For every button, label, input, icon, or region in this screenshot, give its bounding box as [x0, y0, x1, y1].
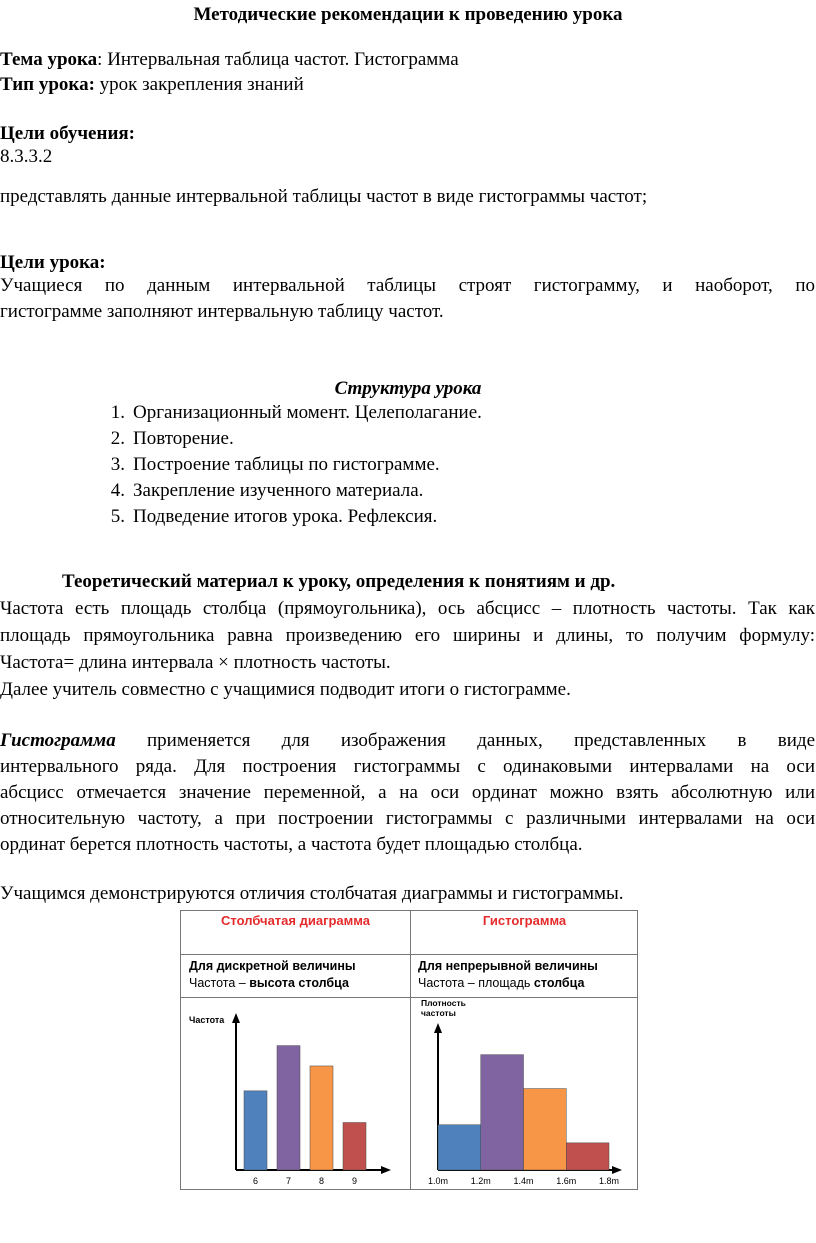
type-label: Тип урока:: [0, 74, 95, 95]
structure-item: [90, 400, 482, 426]
theory-line: площадь прямоугольника равна произведению его ширины и длины, то получим формулу:: [0, 625, 815, 646]
x-tick-label: 9: [351, 1176, 358, 1186]
y-axis-label: Частота: [189, 1015, 225, 1025]
x-tick-label: 1.6m: [556, 1176, 577, 1186]
bar-chart-header: Столбчатая диаграмма: [221, 913, 370, 928]
structure-item-number: 4.: [110, 480, 125, 501]
structure-item-number: 5.: [110, 506, 125, 527]
histogram-line: ординат берется плотность частоты, а частота будет площадью столбца.: [0, 834, 583, 855]
histogram-bar: [524, 1089, 567, 1170]
histogram-header: Гистограмма: [482, 913, 567, 928]
x-tick-label: 1.2m: [470, 1176, 491, 1186]
histogram-term: Гистограмма: [0, 730, 116, 751]
structure-item: [90, 426, 482, 452]
comparison-table: [180, 910, 638, 1190]
histogram-sub2-a: Частота – площадь: [418, 976, 534, 990]
structure-item: [90, 504, 482, 530]
x-tick-label: 7: [285, 1176, 292, 1186]
structure-item-text: Повторение.: [133, 428, 234, 449]
histogram-sub1: Для непрерывной величины: [418, 959, 598, 973]
histogram-bar: [481, 1055, 524, 1170]
histogram-description: [418, 958, 598, 992]
theory-line: Частота есть площадь столбца (прямоугольника), ось абсцисс – плотность частоты. Так как: [0, 598, 815, 619]
x-axis-arrow: [612, 1166, 622, 1174]
structure-item: [90, 478, 482, 504]
structure-item-number: 1.: [110, 402, 125, 423]
x-tick-label: 1.8m: [598, 1176, 620, 1186]
x-tick-label: 6: [252, 1176, 259, 1186]
demo-line: Учащимся демонстрируются отличия столбчатая диаграммы и гистограммы.: [0, 883, 624, 904]
histogram-paragraph: [0, 728, 815, 858]
learning-goals-heading: Цели обучения:: [0, 123, 135, 144]
structure-list: [90, 400, 482, 530]
table-divider: [181, 954, 637, 955]
structure-heading: Структура урока: [334, 378, 482, 399]
bar-chart-sub2: [189, 975, 356, 992]
y-axis-label-part: частоты: [421, 1008, 456, 1018]
lesson-goals-line: гистограмме заполняют интервальную таблицу частот.: [0, 301, 444, 322]
structure-item-text: Организационный момент. Целеполагание.: [133, 402, 482, 423]
bar: [277, 1046, 300, 1170]
structure-item-text: Построение таблицы по гистограмме.: [133, 454, 440, 475]
page-title: Методические рекомендации к проведению урока: [193, 4, 623, 25]
topic-line: [0, 49, 459, 71]
bar-chart-description: [189, 958, 356, 992]
type-value: урок закрепления знаний: [94, 74, 304, 95]
bar-chart-sub2-b: высота столбца: [249, 976, 349, 990]
x-tick-label: 8: [318, 1176, 325, 1186]
theory-text: [0, 595, 815, 703]
structure-item: [90, 452, 482, 478]
y-axis-arrow: [232, 1013, 240, 1023]
structure-item-text: Закрепление изученного материала.: [133, 480, 424, 501]
histogram-line: абсцисс отмечается значение переменной, а на оси ординат можно взять абсолютную или: [0, 782, 815, 803]
structure-item-text: Подведение итогов урока. Рефлексия.: [133, 506, 438, 527]
histogram-line: [0, 728, 815, 754]
x-tick-label: 1.0m: [427, 1176, 449, 1186]
bar: [310, 1066, 333, 1170]
bar-chart: [181, 998, 409, 1190]
type-line: [0, 74, 304, 96]
x-tick-label: 1.4m: [513, 1176, 534, 1186]
x-axis-arrow: [381, 1166, 391, 1174]
histogram-chart: [411, 998, 637, 1190]
topic-label: Тема урока: [0, 49, 98, 70]
y-axis-arrow: [434, 1023, 442, 1033]
histogram-bar: [438, 1125, 481, 1170]
theory-line: Частота= длина интервала × плотность частоты.: [0, 652, 391, 673]
histogram-line-rest: применяется для изображения данных, представленных в виде: [115, 730, 815, 751]
histogram-sub2-b: столбца: [533, 976, 585, 990]
structure-item-number: 2.: [110, 428, 125, 449]
bar: [343, 1123, 366, 1170]
topic-value: : Интервальная таблица частот. Гистограмма: [97, 49, 459, 70]
histogram-bar: [566, 1143, 609, 1170]
learning-goal-code: 8.3.3.2: [0, 146, 53, 167]
lesson-goals-line: Учащиеся по данным интервальной таблицы строят гистограмму, и наоборот, по: [0, 275, 815, 296]
lesson-goals-heading: Цели урока:: [0, 252, 106, 273]
lesson-goals-text: [0, 273, 815, 325]
histogram-sub2: [418, 975, 598, 992]
histogram-line: интервального ряда. Для построения гистограммы с одинаковыми интервалами на оси: [0, 756, 815, 777]
theory-line: Далее учитель совместно с учащимися подводит итоги о гистограмме.: [0, 679, 571, 700]
theory-heading: Теоретический материал к уроку, определения к понятиям и др.: [62, 571, 616, 592]
bar-chart-sub1: Для дискретной величины: [189, 959, 356, 973]
y-axis-label: [421, 998, 466, 1018]
bar: [244, 1091, 267, 1170]
histogram-line: относительную частоту, а при построении гистограммы с различными интервалами на оси: [0, 808, 815, 829]
learning-goal-text: представлять данные интервальной таблицы частот в виде гистограммы частот;: [0, 186, 648, 207]
y-axis-label-part: Плотность: [421, 998, 466, 1008]
structure-item-number: 3.: [110, 454, 125, 475]
bar-chart-sub2-a: Частота –: [189, 976, 250, 990]
